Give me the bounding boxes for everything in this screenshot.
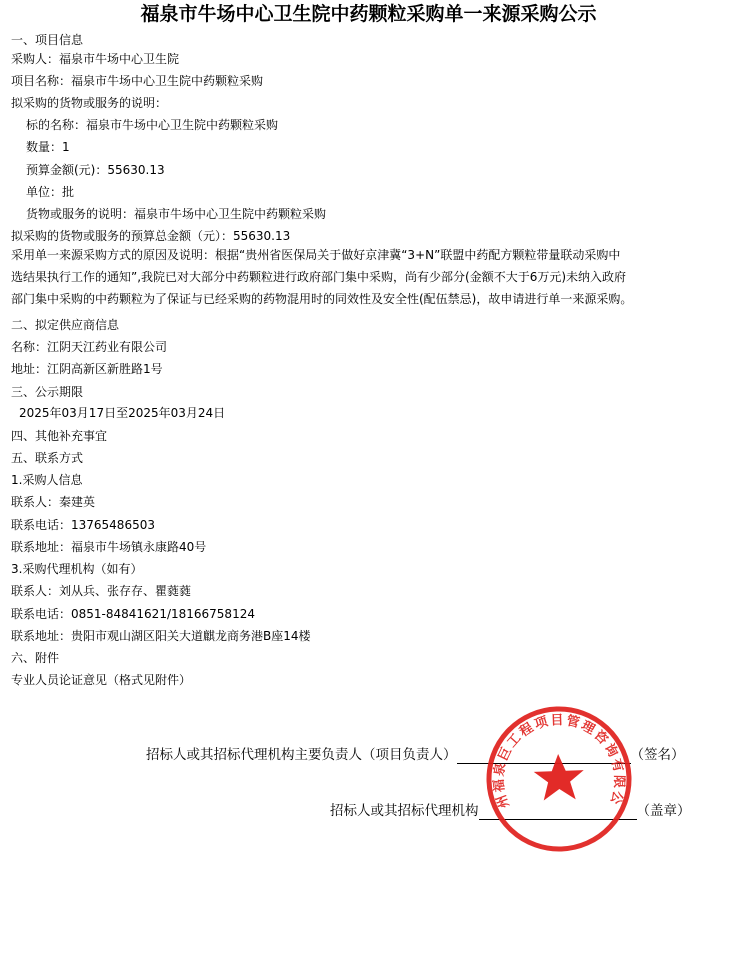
contact-subheading: 3.采购代理机构（如有） — [11, 562, 143, 576]
section-heading: 五、联系方式 — [11, 451, 84, 465]
svg-text:贵州福泉巨工程项目管理咨询有限公司: 贵州福泉巨工程项目管理咨询有限公司 — [491, 713, 627, 810]
budget-amount: 预算金额(元)：55630.13 — [26, 163, 165, 177]
seal-suffix: （盖章） — [636, 803, 691, 819]
section-heading: 三、公示期限 — [11, 385, 84, 399]
signature-label: 招标人或其招标代理机构主要负责人（项目负责人） — [146, 747, 457, 763]
project-name: 项目名称：福泉市牛场中心卫生院中药颗粒采购 — [11, 74, 264, 88]
signature-suffix: （签名） — [630, 747, 685, 763]
reason-line: 部门集中采购的中药颗粒为了保证与已经采购的药物混用时的同效性及安全性(配伍禁忌)，故申请进行单一来源采购。 — [11, 292, 633, 306]
reason-line: 采用单一来源采购方式的原因及说明：根据“贵州省医保局关于做好京津冀“3+N”联盟中药配方颗粒带量联动采购中 — [11, 248, 621, 262]
section-heading: 一、项目信息 — [11, 33, 84, 47]
buyer: 采购人：福泉市牛场中心卫生院 — [11, 52, 180, 66]
agency-contact-person: 联系人：刘从兵、张存存、瞿蕤蕤 — [11, 584, 192, 598]
agency-contact-phone: 联系电话：0851-84841621/18166758124 — [11, 607, 255, 621]
seal-label: 招标人或其招标代理机构 — [330, 803, 479, 819]
reason-paragraph — [11, 244, 711, 310]
total-budget: 拟采购的货物或服务的预算总金额（元）：55630.13 — [11, 229, 291, 243]
goods-service-description: 货物或服务的说明：福泉市牛场中心卫生院中药颗粒采购 — [26, 207, 327, 221]
attachment-note: 专业人员论证意见（格式见附件） — [11, 673, 192, 687]
section-heading: 六、附件 — [11, 651, 60, 665]
item-name: 标的名称：福泉市牛场中心卫生院中药颗粒采购 — [26, 118, 279, 132]
unit: 单位：批 — [26, 185, 75, 199]
supplier-name: 名称：江阴天江药业有限公司 — [11, 340, 168, 354]
buyer-contact-person: 联系人：秦建英 — [11, 495, 96, 509]
publicity-period: 2025年03月17日至2025年03月24日 — [19, 406, 226, 420]
contact-subheading: 1.采购人信息 — [11, 473, 83, 487]
buyer-contact-phone: 联系电话：13765486503 — [11, 518, 155, 532]
goods-description-heading: 拟采购的货物或服务的说明： — [11, 96, 168, 110]
section-heading: 二、拟定供应商信息 — [11, 318, 120, 332]
buyer-contact-address: 联系地址：福泉市牛场镇永康路40号 — [11, 540, 207, 554]
reason-line: 选结果执行工作的通知”,我院已对大部分中药颗粒进行政府部门集中采购，尚有少部分(金额不大于6万元)未纳入政府 — [11, 270, 627, 284]
supplier-address: 地址：江阴高新区新胜路1号 — [11, 362, 163, 376]
agency-contact-address: 联系地址：贵阳市观山湖区阳关大道麒龙商务港B座14楼 — [11, 629, 311, 643]
section-heading: 四、其他补充事宜 — [11, 429, 108, 443]
page-title: 福泉市牛场中心卫生院中药颗粒采购单一来源采购公示 — [140, 3, 597, 25]
quantity: 数量：1 — [26, 140, 70, 154]
official-seal — [484, 700, 634, 858]
official-seal-graphic — [484, 700, 634, 858]
